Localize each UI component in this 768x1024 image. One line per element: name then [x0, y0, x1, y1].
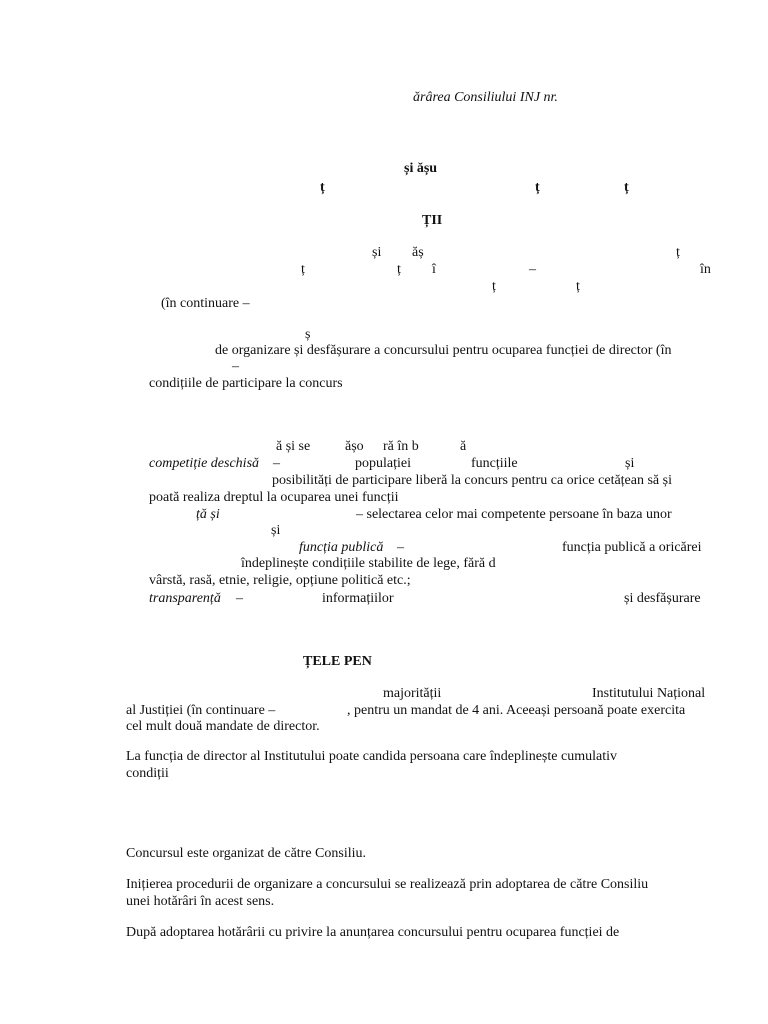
text-fragment: – — [273, 456, 280, 471]
paragraph-line: cel mult două mandate de director. — [126, 719, 320, 734]
text-fragment: și — [271, 523, 281, 538]
title-fragment: ț — [535, 180, 540, 195]
text-fragment: – — [397, 540, 404, 555]
text-fragment: – — [529, 262, 536, 277]
text-fragment: ș — [305, 327, 311, 342]
text-fragment: în — [700, 262, 711, 277]
text-fragment: și desfășurare — [624, 591, 701, 606]
text-fragment: ț — [301, 262, 305, 277]
text-fragment: ă — [460, 439, 467, 454]
text-fragment: ră în b — [383, 439, 419, 454]
paragraph-line: Concursul este organizat de către Consiliu. — [126, 846, 367, 861]
paragraph-line: îndeplinește condițiile stabilite de lege, fără d — [241, 556, 496, 571]
text-fragment: și — [625, 456, 635, 471]
paragraph-line: Inițierea procedurii de organizare a concursului se realizează prin adoptarea de către Consiliu — [126, 877, 649, 892]
text-fragment: ț — [492, 279, 496, 294]
text-fragment: majorității — [383, 686, 442, 701]
paragraph-line: condițiile de participare la concurs — [149, 376, 343, 391]
paragraph-line: poată realiza dreptul la ocuparea unei funcții — [149, 490, 399, 505]
paragraph-line: , pentru un mandat de 4 ani. Aceeași persoană poate exercita — [347, 703, 686, 718]
text-fragment: – — [236, 591, 243, 606]
paragraph-line: – selectarea celor mai competente persoane în baza unor — [356, 507, 672, 522]
principle-label: ță și — [196, 507, 220, 522]
principle-label: transparență — [149, 591, 221, 606]
text-fragment: ășo — [345, 439, 364, 454]
title-fragment: ț — [320, 180, 325, 195]
principle-label: competiție deschisă — [149, 456, 260, 471]
paragraph-line: condiții — [126, 766, 169, 781]
text-fragment: ț — [676, 245, 680, 260]
text-fragment: populației — [355, 456, 411, 471]
text-fragment: ă și se — [276, 439, 311, 454]
paragraph-line: După adoptarea hotărârii cu privire la anunțarea concursului pentru ocuparea funcției de — [126, 925, 620, 940]
text-fragment: și — [372, 245, 382, 260]
title-fragment: ț — [624, 180, 629, 195]
section-heading: ȚII — [422, 213, 443, 228]
paragraph-line: vârstă, rasă, etnie, religie, opțiune politică etc.; — [149, 573, 411, 588]
text-fragment: ăș — [412, 245, 424, 260]
text-fragment: (în continuare – — [161, 296, 250, 311]
document-title: și ǎșu — [404, 161, 438, 176]
text-fragment: ț — [576, 279, 580, 294]
paragraph-line: de organizare și desfășurare a concursului pentru ocuparea funcției de director (în — [215, 343, 672, 358]
text-fragment: funcția publică a oricărei — [562, 540, 702, 555]
paragraph-line: unei hotărâri în acest sens. — [126, 894, 275, 909]
text-fragment: informațiilor — [322, 591, 394, 606]
text-fragment: ț — [397, 262, 401, 277]
paragraph-line: posibilități de participare liberă la concurs pentru ca orice cetățean să și — [272, 473, 672, 488]
approval-reference: ărârea Consiliului INJ nr. — [413, 90, 558, 105]
text-fragment: funcțiile — [471, 456, 518, 471]
text-fragment: î — [432, 262, 436, 277]
paragraph-line: al Justiției (în continuare – — [126, 703, 276, 718]
text-fragment: Institutului Național — [592, 686, 706, 701]
section-heading: ȚELE PEN — [303, 654, 372, 669]
paragraph-line: La funcția de director al Institutului poate candida persoana care îndeplinește cumulativ — [126, 749, 617, 764]
text-fragment: – — [232, 359, 239, 374]
principle-label: funcția publică — [299, 540, 384, 555]
